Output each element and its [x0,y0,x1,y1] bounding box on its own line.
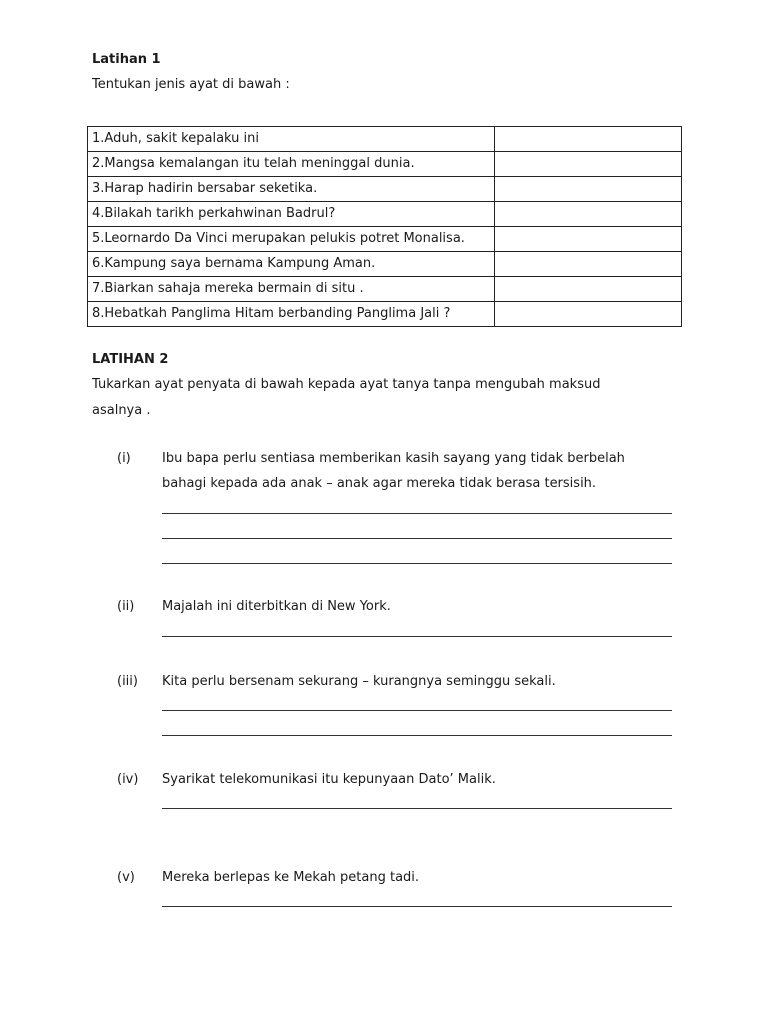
table-row [88,202,682,227]
question-text-continued: bahagi kepada ada anak – anak agar mereka tidak berasa tersisih. [162,476,597,491]
answer-line[interactable] [162,735,672,736]
table-row [88,127,682,152]
question-text: Ibu bapa perlu sentiasa memberikan kasih sayang yang tidak berbelah [162,451,625,466]
answer-cell[interactable] [495,177,682,202]
latihan1-title: Latihan 1 [92,52,161,67]
answer-cell[interactable] [495,227,682,252]
answer-cell[interactable] [495,152,682,177]
answer-cell[interactable] [495,127,682,152]
sentence-cell: 6.Kampung saya bernama Kampung Aman. [88,252,495,277]
answer-line[interactable] [162,538,672,539]
answer-cell[interactable] [495,252,682,277]
question-number: (v) [117,870,135,885]
sentence-cell: 2.Mangsa kemalangan itu telah meninggal dunia. [88,152,495,177]
table-row [88,277,682,302]
question-number: (iv) [117,772,139,787]
table-row [88,177,682,202]
answer-line[interactable] [162,636,672,637]
answer-line[interactable] [162,513,672,514]
question-number: (ii) [117,599,135,614]
latihan2-instruction-line1: Tukarkan ayat penyata di bawah kepada ayat tanya tanpa mengubah maksud [92,377,601,392]
latihan1-instruction: Tentukan jenis ayat di bawah : [92,77,290,92]
table-row [88,152,682,177]
sentence-cell: 3.Harap hadirin bersabar seketika. [88,177,495,202]
answer-cell[interactable] [495,302,682,327]
answer-cell[interactable] [495,202,682,227]
question-text: Majalah ini diterbitkan di New York. [162,599,391,614]
table-row [88,302,682,327]
sentence-cell: 8.Hebatkah Panglima Hitam berbanding Panglima Jali ? [88,302,495,327]
sentence-cell: 1.Aduh, sakit kepalaku ini [88,127,495,152]
question-text: Mereka berlepas ke Mekah petang tadi. [162,870,420,885]
answer-line[interactable] [162,710,672,711]
sentence-cell: 7.Biarkan sahaja mereka bermain di situ . [88,277,495,302]
sentence-type-table [87,126,682,327]
sentence-cell: 4.Bilakah tarikh perkahwinan Badrul? [88,202,495,227]
table-row [88,227,682,252]
question-number: (i) [117,451,131,466]
latihan2-title: LATIHAN 2 [92,352,169,367]
latihan2-instruction-line2: asalnya . [92,403,151,418]
answer-line[interactable] [162,563,672,564]
question-number: (iii) [117,674,138,689]
answer-line[interactable] [162,906,672,907]
question-text: Syarikat telekomunikasi itu kepunyaan Dato’ Malik. [162,772,496,787]
table-row [88,252,682,277]
answer-line[interactable] [162,808,672,809]
sentence-cell: 5.Leornardo Da Vinci merupakan pelukis potret Monalisa. [88,227,495,252]
question-text: Kita perlu bersenam sekurang – kurangnya seminggu sekali. [162,674,556,689]
answer-cell[interactable] [495,277,682,302]
